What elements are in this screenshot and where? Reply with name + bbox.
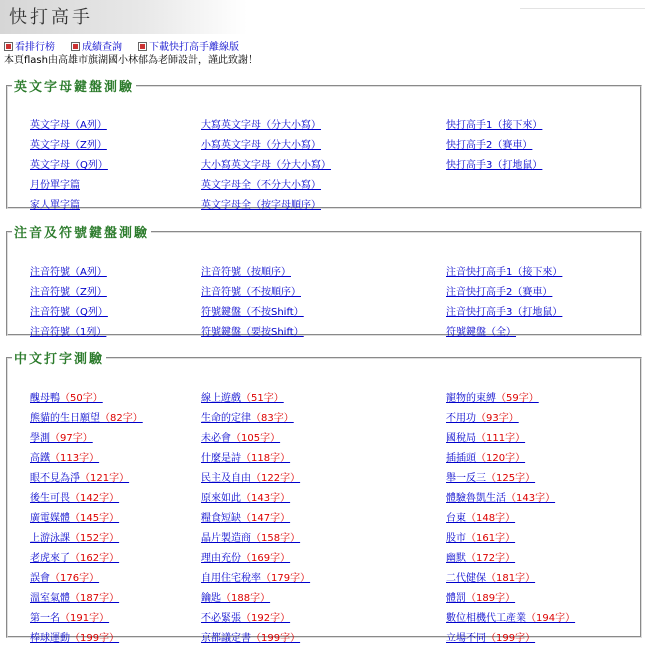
download-offline-link[interactable]: 下載快打高手離線版 (138, 42, 239, 53)
test-title: 理由充份 (201, 553, 241, 564)
test-link[interactable] (446, 432, 525, 446)
test-link[interactable] (201, 572, 310, 586)
char-count: （152字） (70, 533, 120, 544)
test-link[interactable] (446, 412, 519, 426)
char-count: （111字） (476, 433, 526, 444)
char-count: （113字） (50, 453, 100, 464)
section-legend: 注音及符號鍵盤測驗 (14, 226, 150, 241)
test-link[interactable] (201, 612, 290, 626)
test-link[interactable]: 英文字母全（不分大小寫） (201, 180, 321, 191)
char-count: （145字） (70, 513, 120, 524)
link-icon (4, 42, 13, 51)
test-title: 插插頭 (446, 453, 476, 464)
char-count: （50字） (60, 393, 103, 404)
char-count: （93字） (476, 413, 519, 424)
test-title: 老虎來了 (30, 553, 70, 564)
char-count: （118字） (241, 453, 291, 464)
char-count: （142字） (70, 493, 120, 504)
credit-note: 本頁flash由高雄市旗湖國小林郁為老師設計，謹此致謝！ (4, 55, 258, 66)
test-link[interactable]: 注音符號（不按順序） (201, 287, 301, 298)
test-title: 棒球運動 (30, 633, 70, 644)
char-count: （199字） (70, 633, 120, 644)
test-link[interactable] (446, 472, 535, 486)
test-title: 自用住宅稅率 (201, 573, 261, 584)
char-count: （161字） (466, 533, 516, 544)
test-link[interactable]: 注音符號（A列） (30, 267, 107, 278)
char-count: （51字） (241, 393, 284, 404)
test-title: 民主及自由 (201, 473, 251, 484)
test-link[interactable] (201, 512, 290, 526)
char-count: （121字） (80, 473, 130, 484)
char-count: （143字） (506, 493, 556, 504)
header-banner (0, 0, 650, 34)
test-link[interactable] (446, 452, 525, 466)
char-count: （59字） (496, 393, 539, 404)
char-count: （148字） (466, 513, 516, 524)
test-link[interactable]: 符號鍵盤（不按Shift） (201, 307, 304, 318)
test-link[interactable] (30, 532, 119, 546)
test-link[interactable] (446, 592, 515, 606)
test-link[interactable] (201, 412, 294, 426)
char-count: （192字） (241, 613, 291, 624)
char-count: （191字） (60, 613, 110, 624)
char-count: （188字） (221, 593, 271, 604)
score-query-link[interactable]: 成績查詢 (71, 42, 122, 53)
test-link[interactable]: 英文字母（Q列） (30, 160, 108, 171)
section-legend: 英文字母鍵盤測驗 (14, 80, 135, 95)
char-count: （181字） (486, 573, 536, 584)
test-link[interactable] (201, 452, 290, 466)
test-title: 第一名 (30, 613, 60, 624)
test-link[interactable]: 英文字母（Z列） (30, 140, 107, 151)
test-title: 鑰匙 (201, 593, 221, 604)
char-count: （179字） (261, 573, 311, 584)
test-link[interactable]: 小寫英文字母（分大小寫） (201, 140, 321, 151)
test-link[interactable]: 英文字母（A列） (30, 120, 107, 131)
test-title: 眼不見為淨 (30, 473, 80, 484)
link-icon (71, 42, 80, 51)
test-title: 原來如此 (201, 493, 241, 504)
char-count: （194字） (526, 613, 576, 624)
link-icon (138, 42, 147, 51)
test-link[interactable] (30, 512, 119, 526)
test-link[interactable]: 注音符號（按順序） (201, 267, 291, 278)
test-title: 高鐵 (30, 453, 50, 464)
test-title: 生命的定律 (201, 413, 251, 424)
test-link[interactable] (446, 632, 535, 646)
test-link[interactable] (201, 632, 300, 646)
test-link[interactable] (30, 492, 119, 506)
test-link[interactable] (30, 452, 99, 466)
test-title: 晶片製造商 (201, 533, 251, 544)
test-link[interactable]: 符號鍵盤（全） (446, 327, 516, 338)
test-link[interactable]: 月份單字篇 (30, 180, 80, 191)
test-link[interactable] (446, 492, 555, 506)
test-link[interactable] (30, 432, 93, 446)
test-title: 體罰 (446, 593, 466, 604)
test-link[interactable] (446, 612, 575, 626)
test-link[interactable]: 快打高手3（打地鼠） (446, 160, 543, 171)
header-divider (520, 8, 645, 9)
test-title: 未必會 (201, 433, 231, 444)
test-link[interactable] (201, 532, 300, 546)
char-count: （162字） (70, 553, 120, 564)
char-count: （143字） (241, 493, 291, 504)
test-link[interactable] (446, 572, 535, 586)
chinese-typing-section (6, 348, 642, 644)
test-link[interactable]: 注音快打高手3（打地鼠） (446, 307, 563, 318)
test-title: 台東 (446, 513, 466, 524)
test-title: 股市 (446, 533, 466, 544)
test-link[interactable] (30, 612, 109, 626)
test-title: 京都議定書 (201, 633, 251, 644)
test-link[interactable]: 注音快打高手2（賽車） (446, 287, 553, 298)
test-title: 不必緊張 (201, 613, 241, 624)
test-title: 二代健保 (446, 573, 486, 584)
test-title: 誤會 (30, 573, 50, 584)
test-title: 後生可畏 (30, 493, 70, 504)
char-count: （169字） (241, 553, 291, 564)
char-count: （187字） (70, 593, 120, 604)
test-link[interactable]: 注音符號（Q列） (30, 307, 108, 318)
test-title: 溫室氣體 (30, 593, 70, 604)
test-title: 廣電媒體 (30, 513, 70, 524)
char-count: （176字） (50, 573, 100, 584)
test-link[interactable] (30, 472, 129, 486)
test-title: 上游泳課 (30, 533, 70, 544)
test-title: 線上遊戲 (201, 393, 241, 404)
test-title: 熊貓的生日願望 (30, 413, 100, 424)
char-count: （199字） (486, 633, 536, 644)
english-keyboard-section (6, 76, 642, 209)
test-title: 寵物的束縛 (446, 393, 496, 404)
test-link[interactable] (446, 392, 539, 406)
test-link[interactable]: 大寫英文字母（分大小寫） (201, 120, 321, 131)
char-count: （147字） (241, 513, 291, 524)
test-link[interactable] (201, 552, 290, 566)
char-count: （158字） (251, 533, 301, 544)
test-link[interactable] (446, 512, 515, 526)
test-link[interactable] (201, 392, 284, 406)
test-title: 立場不同 (446, 633, 486, 644)
test-link[interactable]: 符號鍵盤（要按Shift） (201, 327, 304, 338)
test-link[interactable] (201, 592, 270, 606)
char-count: （83字） (251, 413, 294, 424)
char-count: （97字） (50, 433, 93, 444)
test-link[interactable] (30, 412, 143, 426)
test-link[interactable]: 注音快打高手1（接下來） (446, 267, 563, 278)
char-count: （172字） (466, 553, 516, 564)
zhuyin-symbol-section (6, 222, 642, 336)
test-link[interactable] (201, 492, 290, 506)
char-count: （125字） (486, 473, 536, 484)
test-title: 幽默 (446, 553, 466, 564)
test-link[interactable]: 快打高手2（賽車） (446, 140, 533, 151)
test-title: 數位相機代工產業 (446, 613, 526, 624)
test-link[interactable] (30, 592, 119, 606)
char-count: （199字） (251, 633, 301, 644)
test-link[interactable]: 家人單字篇 (30, 200, 80, 211)
test-title: 什麼是詩 (201, 453, 241, 464)
char-count: （105字） (231, 433, 281, 444)
test-link[interactable] (201, 472, 300, 486)
test-title: 不用功 (446, 413, 476, 424)
char-count: （122字） (251, 473, 301, 484)
test-link[interactable] (201, 432, 280, 446)
test-title: 體驗魯凱生活 (446, 493, 506, 504)
test-title: 學測 (30, 433, 50, 444)
test-title: 糧食短缺 (201, 513, 241, 524)
test-link[interactable] (446, 552, 515, 566)
page-title: 快打高手 (9, 7, 93, 28)
test-link[interactable]: 注音符號（1列） (30, 327, 107, 338)
char-count: （189字） (466, 593, 516, 604)
char-count: （120字） (476, 453, 526, 464)
test-link[interactable] (30, 632, 119, 646)
test-link[interactable]: 英文字母全（按字母順序） (201, 200, 321, 211)
section-legend: 中文打字測驗 (14, 352, 105, 367)
test-link[interactable]: 大小寫英文字母（分大小寫） (201, 160, 331, 171)
test-link[interactable] (30, 552, 119, 566)
test-link[interactable]: 快打高手1（接下來） (446, 120, 543, 131)
test-title: 國稅局 (446, 433, 476, 444)
test-link[interactable] (30, 572, 99, 586)
ranking-link[interactable]: 看排行榜 (4, 42, 55, 53)
test-link[interactable] (30, 392, 103, 406)
char-count: （82字） (100, 413, 143, 424)
test-link[interactable]: 注音符號（Z列） (30, 287, 107, 298)
test-title: 醜母鴨 (30, 393, 60, 404)
test-title: 舉一反三 (446, 473, 486, 484)
test-link[interactable] (446, 532, 515, 546)
